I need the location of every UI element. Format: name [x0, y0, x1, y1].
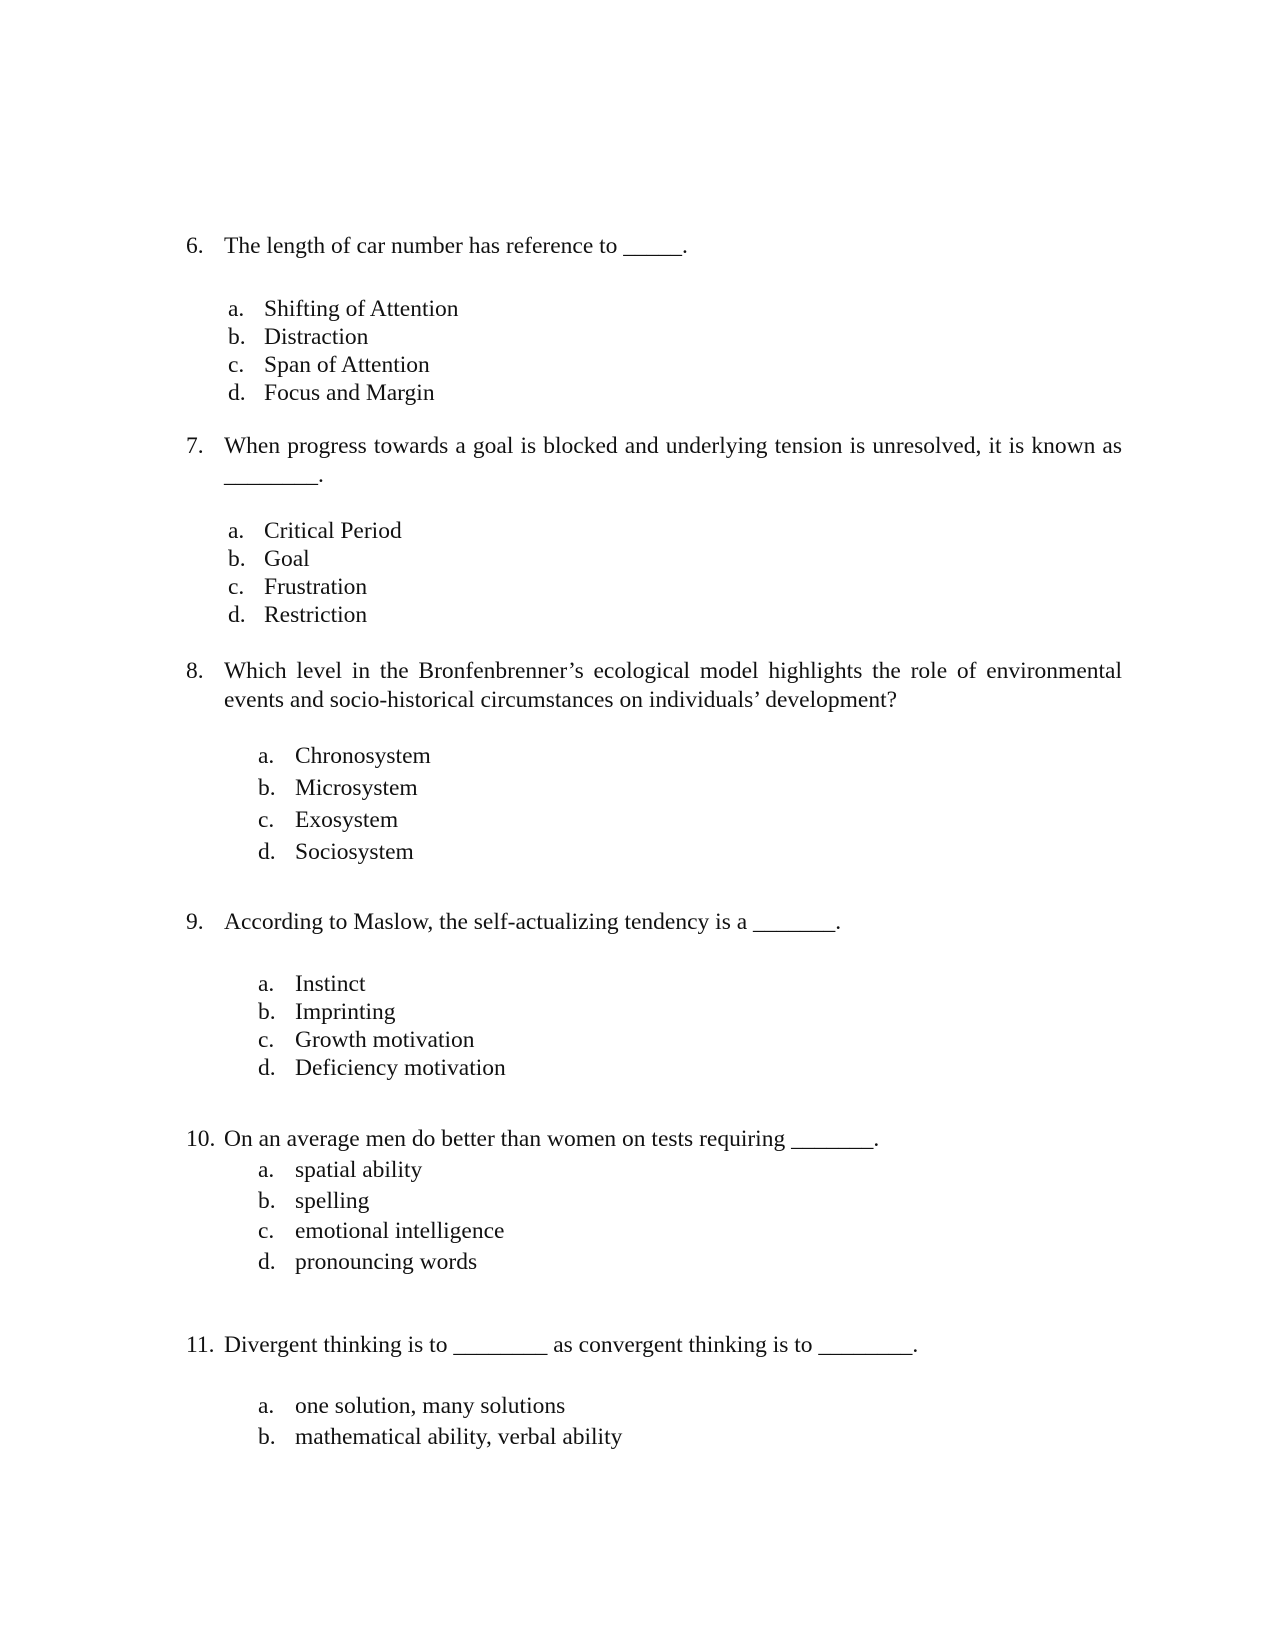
option-text: Exosystem — [295, 807, 399, 833]
option-text: Shifting of Attention — [264, 296, 459, 322]
option-text: Frustration — [264, 574, 368, 600]
option-letter: c. — [258, 1218, 275, 1244]
option-a — [228, 295, 1122, 323]
option-letter: b. — [258, 999, 276, 1025]
option-letter: c. — [228, 352, 245, 378]
option-c — [228, 573, 1122, 601]
option-a — [258, 740, 1122, 772]
question-text: When progress towards a goal is blocked and underlying tension is unresolved, it is known as ________. — [224, 433, 1122, 488]
option-text: Chronosystem — [295, 743, 431, 769]
question-text: According to Maslow, the self-actualizing tendency is a _______. — [224, 909, 842, 935]
option-text: Instinct — [295, 971, 366, 997]
question-9 — [186, 908, 1122, 1082]
option-c — [258, 1026, 1122, 1054]
question-11 — [186, 1331, 1122, 1452]
option-list — [186, 1391, 1122, 1452]
option-letter: b. — [258, 1187, 276, 1214]
option-letter: c. — [258, 1027, 275, 1053]
option-text: spelling — [295, 1187, 370, 1214]
option-letter: b. — [228, 546, 246, 572]
option-letter: d. — [228, 380, 246, 406]
option-letter: c. — [228, 574, 245, 600]
question-text: Which level in the Bronfenbrenner’s ecological model highlights the role of environmental events and socio-historical circumstances on individuals’ development? — [224, 658, 1122, 713]
question-stem — [186, 908, 1122, 937]
option-d — [228, 379, 1122, 407]
option-text: Imprinting — [295, 999, 396, 1025]
option-text: Sociosystem — [295, 839, 414, 865]
question-8 — [186, 657, 1122, 868]
option-letter: a. — [258, 1393, 275, 1419]
question-7 — [186, 432, 1122, 629]
option-d — [258, 836, 1122, 868]
option-text: emotional intelligence — [295, 1218, 505, 1244]
question-text: The length of car number has reference to _____. — [224, 233, 688, 259]
option-text: Distraction — [264, 324, 369, 350]
question-stem — [186, 1331, 1122, 1360]
option-letter: d. — [258, 839, 276, 865]
option-a — [228, 517, 1122, 545]
option-text: pronouncing words — [295, 1248, 478, 1275]
option-letter: c. — [258, 807, 275, 833]
question-stem — [186, 432, 1122, 490]
option-letter: d. — [258, 1055, 276, 1081]
option-a — [258, 1391, 1122, 1422]
option-list — [186, 970, 1122, 1082]
option-text: Growth motivation — [295, 1027, 475, 1053]
option-letter: a. — [258, 743, 275, 769]
question-6 — [186, 232, 1122, 407]
question-10 — [186, 1125, 1122, 1277]
question-stem — [186, 1125, 1122, 1154]
option-text: Focus and Margin — [264, 380, 435, 406]
option-letter: b. — [258, 775, 276, 801]
question-text: Divergent thinking is to ________ as convergent thinking is to ________. — [224, 1332, 919, 1358]
option-text: Restriction — [264, 602, 368, 628]
option-c — [258, 804, 1122, 836]
option-text: Microsystem — [295, 775, 418, 801]
option-b — [258, 998, 1122, 1026]
option-list — [186, 1155, 1122, 1277]
option-c — [258, 1216, 1122, 1247]
option-letter: a. — [258, 1157, 275, 1183]
option-text: one solution, many solutions — [295, 1393, 566, 1419]
option-d — [228, 601, 1122, 629]
question-number: 6. — [186, 233, 204, 259]
option-text: Critical Period — [264, 518, 402, 544]
question-stem — [186, 232, 1122, 261]
option-text: mathematical ability, verbal ability — [295, 1423, 623, 1450]
question-number: 8. — [186, 658, 204, 684]
question-text: On an average men do better than women on tests requiring _______. — [224, 1126, 880, 1152]
question-number: 11. — [186, 1332, 215, 1358]
option-b — [258, 1186, 1122, 1217]
option-text: Span of Attention — [264, 352, 430, 378]
option-list — [186, 740, 1122, 868]
question-stem — [186, 657, 1122, 715]
option-d — [258, 1247, 1122, 1278]
option-text: spatial ability — [295, 1157, 423, 1183]
option-letter: a. — [228, 518, 245, 544]
option-b — [258, 1422, 1122, 1453]
option-b — [258, 772, 1122, 804]
option-c — [228, 351, 1122, 379]
option-letter: a. — [258, 971, 275, 997]
option-letter: b. — [228, 324, 246, 350]
option-a — [258, 970, 1122, 998]
option-list — [186, 517, 1122, 629]
option-letter: d. — [228, 602, 246, 628]
option-list — [186, 295, 1122, 407]
question-number: 9. — [186, 909, 204, 935]
option-text: Deficiency motivation — [295, 1055, 506, 1081]
option-text: Goal — [264, 546, 310, 572]
question-number: 10. — [186, 1126, 216, 1152]
option-letter: b. — [258, 1423, 276, 1450]
option-a — [258, 1155, 1122, 1186]
option-letter: a. — [228, 296, 245, 322]
option-d — [258, 1054, 1122, 1082]
option-b — [228, 323, 1122, 351]
option-letter: d. — [258, 1248, 276, 1275]
option-b — [228, 545, 1122, 573]
question-number: 7. — [186, 433, 204, 459]
